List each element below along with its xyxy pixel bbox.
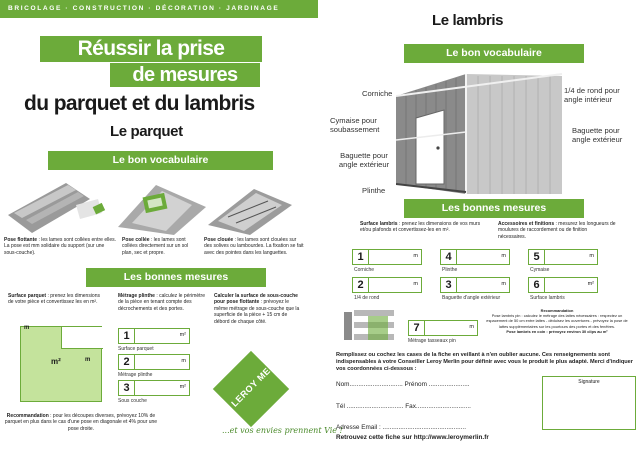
parquet-souscouche-text: Calculer la surface de sous-couche pour pose flottante : prévoyez le même métrage de sous-couche que la superficie de la pièce + 15 cm de débord de chaque côté. — [214, 293, 300, 325]
form-intro: Remplissez ou cochez les cases de la fiche en veillant à n'en oublier aucune. Ces renseignements sont indispensables à votre Conseiller Leroy Merlin pour définir avec vous le produit le plus adapté. Merci d'indiquer vos coordonnées ci-dessous : — [336, 352, 633, 373]
plan-label-m2: m² — [51, 357, 61, 366]
lambris-field-4-caption: Plinthe — [442, 267, 458, 273]
label-quart-de-rond: 1/4 de rond pour angle intérieur — [564, 86, 620, 104]
parquet-heading: Le parquet — [110, 123, 183, 140]
floating-floor-illustration — [8, 183, 105, 233]
lambris-field-5-caption: Cymaise — [530, 267, 550, 273]
label-baguette-exterieur-2: Baguette pour angle extérieur — [572, 126, 623, 144]
parquet-field-3-caption: Sous couche — [118, 398, 147, 404]
form-retrouvez: Retrouvez cette fiche sur http://www.leroymerlin.fr — [336, 434, 489, 441]
parquet-field-1-caption: Surface parquet — [118, 346, 154, 352]
field-unit: m — [181, 358, 186, 364]
field-unit: m² — [179, 384, 186, 390]
logo-brand: LEROY MERLIN — [229, 349, 289, 409]
parquet-field-2[interactable] — [118, 354, 190, 370]
nailed-floor-illustration — [208, 189, 292, 235]
lambris-field-1[interactable] — [352, 249, 422, 265]
field-unit: m² — [587, 281, 594, 287]
parquet-vocab-heading: Le bon vocabulaire — [48, 151, 273, 170]
form-nom-prenom[interactable]: Nom.............................. Prénom ....................... — [336, 381, 470, 388]
field-unit: m — [413, 281, 418, 287]
plan-label-m-right: m — [85, 357, 91, 363]
field-number: 5 — [529, 250, 545, 264]
lambris-field-3[interactable] — [440, 277, 510, 293]
tasseaux-illustration — [340, 308, 400, 342]
label-baguette-exterieur: Baguette pour angle extérieur — [338, 151, 390, 169]
lambris-surface-text: Surface lambris : prenez les dimensions de vos murs et/ou plafonds et convertissez-les en m². — [360, 221, 481, 234]
parquet-illustrations — [6, 175, 292, 237]
label-corniche: Corniche — [362, 89, 393, 98]
field-number: 2 — [353, 278, 369, 292]
vocab-nailed: Pose clouée : les lames sont clouées sur des solives ou lambourdes. La fixation se fait avec des pointes dans les languettes. — [204, 237, 304, 256]
field-unit: m — [469, 324, 474, 330]
parquet-field-3[interactable] — [118, 380, 190, 396]
room-plan-notch — [61, 327, 103, 349]
wall-illustration — [396, 66, 562, 198]
field-number: 4 — [441, 250, 457, 264]
label-cymaise: Cymaise pour soubassement — [330, 116, 380, 134]
title-line-2: de mesures — [110, 63, 260, 87]
field-number: 6 — [529, 278, 545, 292]
lambris-accessoires-text: Accessoires et finitions : mesurez les longueurs de moulures de raccordement ou de finition nécessaires. — [498, 221, 616, 240]
field-unit: m — [501, 253, 506, 259]
title-line-3: du parquet et du lambris — [24, 92, 255, 115]
glued-floor-illustration — [118, 185, 206, 235]
lambris-field-5[interactable] — [528, 249, 598, 265]
parquet-field-2-caption: Métrage plinthe — [118, 372, 153, 378]
logo-slogan: ...et vos envies prennent Vie ! — [222, 426, 343, 435]
parquet-plinthe-text: Métrage plinthe : calculez le périmètre de la pièce en tenant compte des décrochements et des portes. — [118, 293, 205, 312]
vocab-floating: Pose flottante : les lames sont collées entre elles. La pose est mm solidaire du support (sur une sous-couche). — [4, 237, 116, 256]
field-unit: m — [589, 253, 594, 259]
lambris-field-6-caption: Surface lambris — [530, 295, 565, 301]
field-number: 2 — [119, 355, 135, 369]
lambris-field-7-caption: Métrage tasseaux pin — [408, 338, 456, 344]
field-unit: m — [501, 281, 506, 287]
label-plinthe: Plinthe — [362, 186, 386, 195]
lambris-field-7[interactable] — [408, 320, 478, 336]
field-number: 1 — [119, 329, 135, 343]
field-number: 1 — [353, 250, 369, 264]
lambris-field-3-caption: Baguette d'angle extérieur — [442, 295, 501, 301]
parquet-measures-heading: Les bonnes mesures — [86, 268, 266, 287]
field-unit: m — [413, 253, 418, 259]
lambris-vocab-heading: Le bon vocabulaire — [404, 44, 584, 63]
plan-label-m-left: m — [24, 325, 30, 331]
title-line-1: Réussir la prise — [40, 36, 262, 62]
lambris-field-4[interactable] — [440, 249, 510, 265]
field-number: 3 — [119, 381, 135, 395]
lambris-recommendation: Recommandation Pose lambris pin : calculez le métrage des lattes nécessaires : respectez un espacement de 50 cm entre lattes - déduisez les ouvertures - prévoyez la pose de lattes supplémentaires sur les pourtours des portes et des fenêtres. Pose lambris en coin : prévoyez environ 30 clips au m² — [486, 308, 628, 334]
category-bar: BRICOLAGE · CONSTRUCTION · DÉCORATION · JARDINAGE — [0, 0, 318, 18]
field-number: 7 — [409, 321, 425, 335]
field-unit: m² — [179, 332, 186, 338]
room-plan — [20, 326, 102, 402]
door-icon — [416, 110, 444, 184]
lambris-field-2-caption: 1/4 de rond — [354, 295, 380, 301]
parquet-surface-text: Surface parquet : prenez les dimensions de votre pièce et convertissez les en m². — [8, 293, 100, 306]
parquet-field-1[interactable] — [118, 328, 190, 344]
signature-box[interactable] — [542, 376, 636, 430]
parquet-recommendation: Recommandation : pour les découpes diverses, prévoyez 10% de parquet en plus dans le cas d'une pose en diagonale et 4% pour une pose droite. — [4, 413, 158, 432]
signature-label: Signature — [578, 379, 600, 385]
form-tel-fax[interactable]: Tél ................................ Fax............................... — [336, 403, 471, 410]
vocab-glued: Pose collée : les lames sont collées directement sur un sol plan, sec et propre. — [122, 237, 189, 256]
lambris-field-6[interactable] — [528, 277, 598, 293]
field-number: 3 — [441, 278, 457, 292]
lambris-field-1-caption: Corniche — [354, 267, 375, 273]
form-email[interactable]: Adresse Email : ............................................... — [336, 424, 466, 431]
lambris-heading: Le lambris — [432, 12, 504, 29]
lambris-measures-heading: Les bonnes mesures — [404, 199, 584, 218]
lambris-field-2[interactable] — [352, 277, 422, 293]
